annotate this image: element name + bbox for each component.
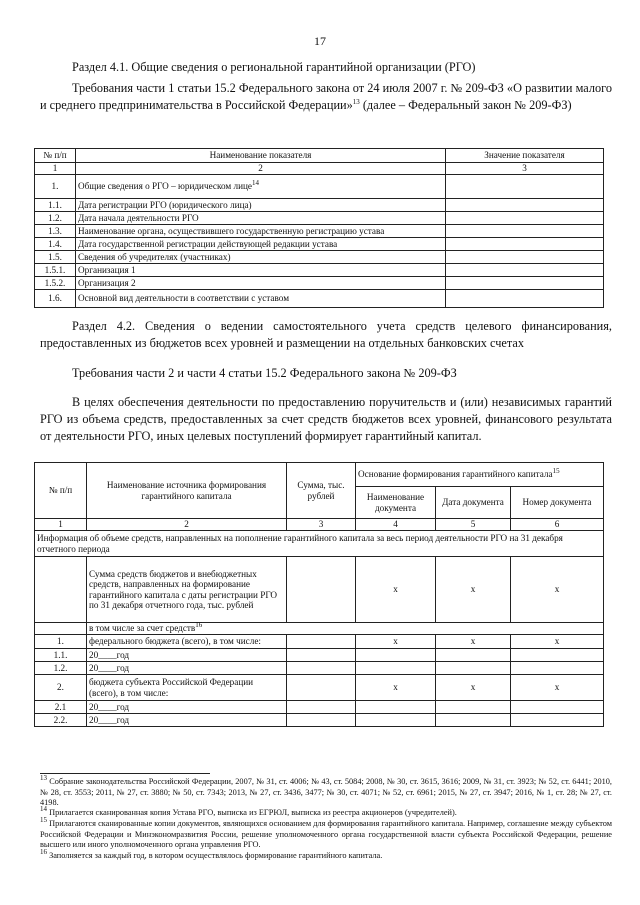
row-sum — [287, 649, 356, 662]
footnote-15 — [40, 816, 612, 851]
incl-row — [87, 623, 604, 635]
rgo-general-info-table — [34, 148, 604, 308]
cell — [436, 662, 511, 675]
cell — [511, 714, 604, 727]
row-name-text: Общие сведения о РГО – юридическом лице — [78, 181, 253, 192]
header-basis — [356, 463, 604, 487]
cell — [511, 662, 604, 675]
row-num: 1. — [35, 175, 76, 199]
row-sum — [287, 635, 356, 649]
cell — [511, 701, 604, 714]
row-value — [446, 238, 604, 251]
header-num: № п/п — [35, 149, 76, 163]
row-sum — [287, 662, 356, 675]
row-num — [35, 557, 87, 623]
footnote-ref-16: 16 — [195, 621, 203, 630]
footnote-text: Прилагается сканированная копия Устава РГО, выписка из ЕГРЮЛ, выписка из реестра акционеров (учредителей). — [49, 808, 457, 817]
row-num: 1.6. — [35, 290, 76, 308]
intro-text: Требования части 1 статьи 15.2 Федерального закона от 24 июля 2007 г. № 209-ФЗ «О развитии малого и среднего предпринимательства в Российской Федерации» — [40, 81, 612, 112]
row-value — [446, 225, 604, 238]
row-num: 2.1 — [35, 701, 87, 714]
x-mark: x — [511, 635, 604, 649]
x-mark: x — [436, 557, 511, 623]
col-number: 6 — [511, 519, 604, 531]
row-value — [446, 251, 604, 264]
section-4-2-requirement: Требования части 2 и части 4 статьи 15.2 Федерального закона № 209-ФЗ — [72, 366, 457, 380]
x-mark: x — [356, 635, 436, 649]
guarantee-capital-table — [34, 462, 604, 727]
row-name: Наименование органа, осуществившего государственную регистрацию устава — [76, 225, 446, 238]
x-mark: x — [356, 675, 436, 701]
footnote-divider — [40, 773, 210, 774]
header-sum: Сумма, тыс. рублей — [287, 463, 356, 519]
section-4-1-intro — [40, 80, 612, 114]
row-num: 1.5.2. — [35, 277, 76, 290]
info-row: Информация об объеме средств, направленных на пополнение гарантийного капитала за весь период деятельности РГО на 31 декабря отчетного периода — [35, 531, 604, 557]
footnote-ref-13: 13 — [352, 97, 360, 106]
footnote-mark: 16 — [40, 848, 47, 857]
footnote-text: Прилагаются сканированные копии документов, являющихся основанием для формирования гарантийного капитала. Например, соглашение между субъектом Российской Федерации и Минэкономразвития России, решение уполномоченного органа государственной власти субъекта Российской Федерации, решение высшего или иного уполномоченного органа управления РГО. — [40, 819, 612, 849]
cell — [356, 714, 436, 727]
footnote-ref-15: 15 — [552, 467, 560, 476]
table-row — [35, 714, 604, 727]
row-num — [35, 623, 87, 635]
row-num: 1. — [35, 635, 87, 649]
row-num: 1.3. — [35, 225, 76, 238]
section-4-2-paragraph: В целях обеспечения деятельности по предоставлению поручительств и (или) независимых гарантий РГО из объема средств, предоставленных за счет средств бюджетов всех уровней, финансового результата от деятельности РГО, иных целевых поступлений формирует гарантийный капитал. — [40, 395, 612, 443]
row-name: федерального бюджета (всего), в том числе: — [87, 635, 287, 649]
row-num: 1.2. — [35, 662, 87, 675]
section-4-1-title: Раздел 4.1. Общие сведения о региональной гарантийной организации (РГО) — [72, 60, 476, 74]
row-num: 1.2. — [35, 212, 76, 225]
footnote-mark: 14 — [40, 805, 47, 814]
header-docnum: Номер документа — [511, 487, 604, 519]
footnote-mark: 13 — [40, 774, 47, 783]
row-name: 20____год — [87, 649, 287, 662]
cell — [356, 701, 436, 714]
table-row — [35, 557, 604, 623]
row-name: Дата регистрации РГО (юридического лица) — [76, 199, 446, 212]
table-row — [35, 212, 604, 225]
section-4-2-title: Раздел 4.2. Сведения о ведении самостоятельного учета средств целевого финансирования, предоставленных из бюджетов всех уровней и размещении на отдельных банковских счетах — [40, 319, 612, 350]
row-value — [446, 277, 604, 290]
col-number: 4 — [356, 519, 436, 531]
header-basis-text: Основание формирования гарантийного капитала — [358, 469, 553, 480]
col-number: 1 — [35, 519, 87, 531]
x-mark: x — [511, 557, 604, 623]
footnote-mark: 15 — [40, 816, 47, 825]
row-sum — [287, 557, 356, 623]
header-docname: Наименование документа — [356, 487, 436, 519]
row-value — [446, 199, 604, 212]
row-num: 1.5. — [35, 251, 76, 264]
row-value — [446, 264, 604, 277]
col-number: 5 — [436, 519, 511, 531]
row-num: 1.1. — [35, 649, 87, 662]
x-mark: x — [436, 675, 511, 701]
cell — [436, 701, 511, 714]
col-number: 1 — [35, 163, 76, 175]
footnote-text: Собрание законодательства Российской Федерации, 2007, № 31, ст. 4006; № 43, ст. 5084; 2008, № 30, ст. 3615, 3616; 2009, № 31, ст. 3923; № 52, ст. 6441; 2010, № 28, ст. 3553; 2011, № 27, ст. 3880; № 50, ст. 7343; 2013, № 27, ст. 3436, 3477; № 30, ст. 4071; № 52, ст. 6961; 2015, № 27, ст. 3947; 2016, № 1, ст. 28; № 27, ст. 4198. — [40, 777, 613, 807]
table-row — [35, 238, 604, 251]
footnote-13 — [40, 774, 613, 809]
footnote-16 — [40, 848, 612, 862]
header-value: Значение показателя — [446, 149, 604, 163]
row-name: 20____год — [87, 714, 287, 727]
table-row — [35, 290, 604, 308]
col-number: 2 — [87, 519, 287, 531]
table-row — [35, 675, 604, 701]
row-value — [446, 175, 604, 199]
table-row — [35, 199, 604, 212]
row-name: Основной вид деятельности в соответствии с уставом — [76, 290, 446, 308]
row-name: 20____год — [87, 662, 287, 675]
row-sum — [287, 675, 356, 701]
x-mark: x — [436, 635, 511, 649]
table-row — [35, 251, 604, 264]
header-num: № п/п — [35, 463, 87, 519]
table-row — [35, 662, 604, 675]
sum-row-name: Сумма средств бюджетов и внебюджетных средств, направленных на формирование гарантийного капитала с даты регистрации РГО по 31 декабря отчетного года, тыс. рублей — [87, 557, 287, 623]
row-name — [76, 175, 446, 199]
row-value — [446, 290, 604, 308]
row-name: Организация 1 — [76, 264, 446, 277]
x-mark: x — [511, 675, 604, 701]
footnote-ref-14: 14 — [252, 179, 260, 188]
intro-text-tail: (далее – Федеральный закон № 209-ФЗ) — [359, 98, 572, 112]
row-num: 1.4. — [35, 238, 76, 251]
table-row — [35, 277, 604, 290]
table-row — [35, 264, 604, 277]
page-number: 17 — [314, 34, 326, 48]
table-row — [35, 701, 604, 714]
table-row — [35, 175, 604, 199]
row-name: Организация 2 — [76, 277, 446, 290]
cell — [356, 649, 436, 662]
row-name: 20____год — [87, 701, 287, 714]
row-num: 2.2. — [35, 714, 87, 727]
cell — [436, 714, 511, 727]
cell — [436, 649, 511, 662]
row-num: 2. — [35, 675, 87, 701]
cell — [511, 649, 604, 662]
x-mark: x — [356, 557, 436, 623]
row-name: Сведения об учредителях (участниках) — [76, 251, 446, 264]
table-row — [35, 225, 604, 238]
header-docdate: Дата документа — [436, 487, 511, 519]
row-num: 1.5.1. — [35, 264, 76, 277]
table-row — [35, 649, 604, 662]
row-sum — [287, 701, 356, 714]
table-row — [35, 635, 604, 649]
incl-row-text: в том числе за счет средств — [89, 623, 196, 634]
col-number: 2 — [76, 163, 446, 175]
row-value — [446, 212, 604, 225]
col-number: 3 — [446, 163, 604, 175]
row-sum — [287, 714, 356, 727]
row-num: 1.1. — [35, 199, 76, 212]
col-number: 3 — [287, 519, 356, 531]
header-indicator: Наименование показателя — [76, 149, 446, 163]
footnote-text: Заполняется за каждый год, в котором осуществлялось формирование гарантийного капитала. — [49, 851, 383, 860]
row-name: Дата начала деятельности РГО — [76, 212, 446, 225]
cell — [356, 662, 436, 675]
header-source: Наименование источника формирования гарантийного капитала — [87, 463, 287, 519]
row-name: Дата государственной регистрации действующей редакции устава — [76, 238, 446, 251]
footnote-14 — [40, 805, 612, 819]
row-name: бюджета субъекта Российской Федерации (всего), в том числе: — [87, 675, 287, 701]
